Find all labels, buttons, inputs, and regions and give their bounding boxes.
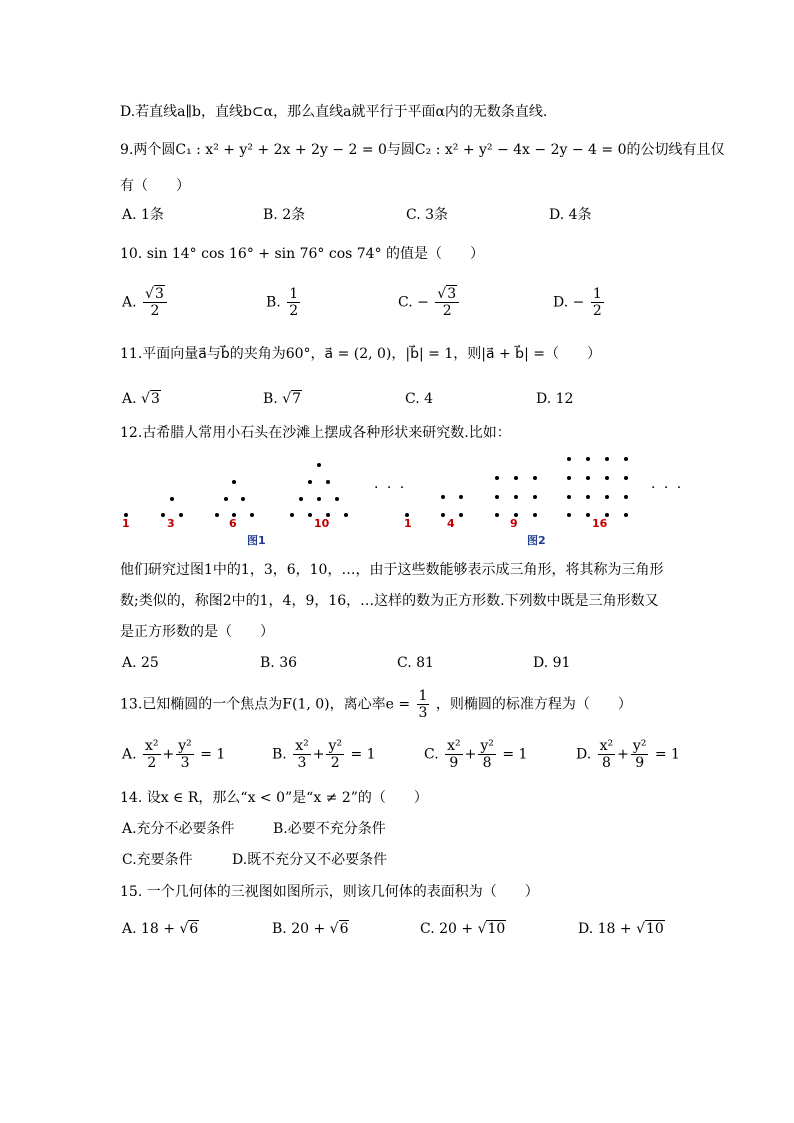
q11-a-prefix: A. bbox=[122, 391, 137, 407]
q14-option-b: B.必要不充分条件 bbox=[273, 821, 386, 837]
dot bbox=[514, 495, 518, 499]
q10-d-num: 1 bbox=[592, 286, 602, 302]
dot bbox=[250, 513, 254, 517]
q11-b-prefix: B. bbox=[263, 391, 278, 407]
q15-d-sqrt: √10 bbox=[636, 921, 664, 937]
fig1-caption: 图1 bbox=[247, 534, 266, 547]
q14-option-c: C.充要条件 bbox=[122, 852, 193, 868]
q9-option-b: B. 2条 bbox=[263, 207, 306, 223]
fig1-label-6: 6 bbox=[229, 517, 237, 530]
q13-c-y-num: y² bbox=[480, 738, 494, 754]
dot bbox=[241, 497, 245, 501]
q10-a-num: √3 bbox=[143, 286, 167, 303]
q15-option-a bbox=[122, 919, 199, 939]
q12-text-3: 是正方形数的是（ ） bbox=[120, 624, 274, 640]
dot bbox=[224, 497, 228, 501]
q13-c-eq: = 1 bbox=[502, 746, 528, 763]
fig2-label-16: 16 bbox=[592, 517, 608, 530]
q10-b-prefix: B. bbox=[266, 294, 281, 311]
fig1-label-10: 10 bbox=[314, 517, 330, 530]
dot bbox=[624, 476, 628, 480]
q13-a-frac-x bbox=[143, 738, 161, 771]
q13-e-num: 1 bbox=[418, 688, 428, 704]
dot bbox=[495, 495, 499, 499]
q13-option-c: C. $\frac{\text{x²}}{9}$ + $\frac{\text{y²}}{8}$ = 1 bbox=[424, 738, 528, 771]
q10-c-den: 2 bbox=[442, 303, 452, 319]
dot bbox=[215, 513, 219, 517]
q13-d-x-den: 8 bbox=[601, 755, 611, 771]
q13-e-frac bbox=[417, 688, 430, 721]
q13-b-frac-x bbox=[293, 738, 311, 771]
q10-a-frac bbox=[143, 286, 167, 319]
q15-d-radicand: 10 bbox=[646, 921, 664, 937]
dot bbox=[605, 476, 609, 480]
q10-c-frac bbox=[435, 286, 459, 319]
q13-option-b: B. $\frac{\text{x²}}{3}$ + $\frac{\text{y²}}{2}$ = 1 bbox=[272, 738, 376, 771]
q15-d-prefix: D. 18 + bbox=[578, 921, 632, 937]
dot bbox=[586, 457, 590, 461]
dot bbox=[459, 513, 463, 517]
dot bbox=[586, 495, 590, 499]
q9-stem: 9.两个圆C₁ : x² + y² + 2x + 2y − 2 = 0与圆C₂ : x² + y² − 4x − 2y − 4 = 0的公切线有且仅 bbox=[120, 142, 725, 158]
dot bbox=[441, 513, 445, 517]
q13-a-frac-y bbox=[176, 738, 194, 771]
q13-option-d: D. $\frac{\text{x²}}{8}$ + $\frac{\text{y²}}{9}$ = 1 bbox=[576, 738, 680, 771]
q13-b-frac-y bbox=[326, 738, 344, 771]
q13-d-frac-y bbox=[631, 738, 649, 771]
q15-option-b bbox=[272, 919, 349, 939]
q10-c-radicand: 3 bbox=[447, 286, 457, 302]
dot bbox=[317, 463, 321, 467]
dot bbox=[624, 495, 628, 499]
q12-stem: 12.古希腊人常用小石头在沙滩上摆成各种形状来研究数.比如： bbox=[120, 425, 511, 441]
q13-b-y-den: 2 bbox=[330, 755, 340, 771]
q15-a-sqrt: √6 bbox=[179, 921, 199, 937]
fig2-label-1: 1 bbox=[404, 517, 412, 530]
fig2-label-4: 4 bbox=[447, 517, 455, 530]
dot bbox=[232, 480, 236, 484]
q9-stem-cont: 有（ ） bbox=[120, 178, 190, 194]
q8-option-d: D.若直线a∥b，直线b⊂α，那么直线a就平行于平面α内的无数条直线. bbox=[120, 104, 548, 120]
dot bbox=[459, 495, 463, 499]
q11-option-c: C. 4 bbox=[405, 391, 434, 407]
dot bbox=[179, 513, 183, 517]
fig1-label-3: 3 bbox=[167, 517, 175, 530]
q15-stem: 15. 一个几何体的三视图如图所示，则该几何体的表面积为（ ） bbox=[120, 884, 539, 900]
dot bbox=[290, 513, 294, 517]
q13-b-x-den: 3 bbox=[297, 755, 307, 771]
dot bbox=[605, 495, 609, 499]
dot bbox=[567, 495, 571, 499]
q13-option-a: A. $\frac{\text{x²}}{2}$ + $\frac{\text{y²}}{3}$ = 1 bbox=[122, 738, 226, 771]
dot bbox=[605, 457, 609, 461]
q13-d-x-num: x² bbox=[599, 738, 614, 754]
dot bbox=[170, 497, 174, 501]
dot bbox=[533, 513, 537, 517]
q11-b-sqrt: √7 bbox=[282, 391, 302, 407]
q10-option-b bbox=[266, 286, 302, 319]
dot bbox=[326, 480, 330, 484]
q15-c-prefix: C. 20 + bbox=[420, 921, 474, 937]
q15-c-radicand: 10 bbox=[487, 921, 506, 937]
dot bbox=[308, 513, 312, 517]
q13-c-x-den: 9 bbox=[449, 755, 459, 771]
q13-a-x-den: 2 bbox=[147, 755, 157, 771]
dot bbox=[335, 497, 339, 501]
q13-d-y-num: y² bbox=[632, 738, 647, 754]
q12-text-1: 他们研究过图1中的1，3，6，10，…，由于这些数能够表示成三角形，将其称为三角形 bbox=[120, 562, 664, 578]
fig1-ellipsis: · · · bbox=[374, 480, 407, 496]
q12-option-d: D. 91 bbox=[533, 655, 571, 671]
fig1-label-1: 1 bbox=[122, 517, 130, 530]
q11-stem: 11.平面向量a⃗与b⃗的夹角为60°，a⃗ = (2, 0)，|b⃗| = 1，则|a⃗ + b⃗| =（ ） bbox=[120, 346, 601, 362]
q13-stem-post: ，则椭圆的标准方程为（ ） bbox=[435, 696, 632, 713]
dot bbox=[567, 457, 571, 461]
dot bbox=[495, 476, 499, 480]
dot bbox=[308, 480, 312, 484]
dot bbox=[317, 497, 321, 501]
q9-option-d: D. 4条 bbox=[549, 207, 592, 223]
q10-b-den: 2 bbox=[289, 303, 299, 319]
dot bbox=[441, 495, 445, 499]
q11-b-radicand: 7 bbox=[292, 391, 302, 407]
q10-d-frac bbox=[591, 286, 604, 319]
dot bbox=[533, 495, 537, 499]
dot bbox=[624, 513, 628, 517]
q10-option-c bbox=[398, 286, 461, 319]
q10-d-prefix: D. − bbox=[553, 294, 585, 311]
dot bbox=[586, 476, 590, 480]
q13-e-den: 3 bbox=[418, 705, 428, 721]
q13-a-y-num: y² bbox=[178, 738, 192, 754]
q13-a-x-num: x² bbox=[145, 738, 159, 754]
q15-a-radicand: 6 bbox=[189, 921, 199, 937]
q14-option-a: A.充分不必要条件 bbox=[122, 821, 235, 837]
dot bbox=[495, 513, 499, 517]
q9-option-a: A. 1条 bbox=[122, 207, 164, 223]
dot bbox=[533, 476, 537, 480]
fig2-caption: 图2 bbox=[527, 534, 546, 547]
q9-option-c: C. 3条 bbox=[406, 207, 449, 223]
q13-d-eq: = 1 bbox=[654, 746, 680, 763]
q10-b-frac bbox=[287, 286, 300, 319]
q13-a-prefix: A. bbox=[122, 746, 137, 763]
fig2-label-9: 9 bbox=[510, 517, 518, 530]
q14-stem: 14. 设x ∈ R，那么“x < 0”是“x ≠ 2”的（ ） bbox=[120, 790, 428, 806]
q14-option-d: D.既不充分又不必要条件 bbox=[232, 852, 388, 868]
q11-a-sqrt: √3 bbox=[141, 391, 160, 407]
q12-text-2: 数;类似的，称图2中的1，4，9，16，…这样的数为正方形数.下列数中既是三角形数又 bbox=[120, 593, 659, 609]
q12-option-a: A. 25 bbox=[122, 655, 159, 671]
q15-a-prefix: A. 18 + bbox=[122, 921, 176, 937]
q10-option-d bbox=[553, 286, 606, 319]
q10-option-a bbox=[122, 286, 169, 319]
q11-a-radicand: 3 bbox=[150, 391, 160, 407]
q13-c-x-num: x² bbox=[447, 738, 461, 754]
q13-stem-pre: 13.已知椭圆的一个焦点为F(1, 0)，离心率e = bbox=[120, 696, 411, 713]
q10-d-den: 2 bbox=[592, 303, 602, 319]
q13-a-y-den: 3 bbox=[180, 755, 190, 771]
q13-b-prefix: B. bbox=[272, 746, 287, 763]
q13-b-x-num: x² bbox=[295, 738, 309, 754]
q13-c-frac-y bbox=[478, 738, 496, 771]
q11-option-a bbox=[122, 389, 161, 409]
q10-a-den: 2 bbox=[150, 303, 160, 319]
q13-c-prefix: C. bbox=[424, 746, 439, 763]
q15-b-radicand: 6 bbox=[339, 921, 349, 937]
q11-option-b bbox=[263, 389, 302, 409]
dot bbox=[567, 476, 571, 480]
q15-option-d bbox=[578, 919, 665, 939]
dot bbox=[514, 476, 518, 480]
dot bbox=[344, 513, 348, 517]
q10-c-prefix: C. − bbox=[398, 294, 429, 311]
q13-c-frac-x bbox=[445, 738, 463, 771]
fig2-ellipsis: · · · bbox=[651, 480, 684, 496]
q12-option-c: C. 81 bbox=[397, 655, 434, 671]
q13-c-y-den: 8 bbox=[482, 755, 492, 771]
dot bbox=[161, 513, 165, 517]
q13-b-y-num: y² bbox=[328, 738, 342, 754]
q13-a-eq: = 1 bbox=[200, 746, 226, 763]
q15-c-sqrt: √10 bbox=[477, 921, 506, 937]
q13-d-prefix: D. bbox=[576, 746, 592, 763]
q13-d-frac-x bbox=[598, 738, 616, 771]
dot bbox=[299, 497, 303, 501]
q10-stem: 10. sin 14° cos 16° + sin 76° cos 74° 的值是（ ） bbox=[120, 246, 485, 262]
q13-stem bbox=[120, 688, 632, 721]
q13-b-eq: = 1 bbox=[350, 746, 376, 763]
dot bbox=[624, 457, 628, 461]
q10-b-num: 1 bbox=[289, 286, 299, 302]
q10-a-radicand: 3 bbox=[154, 286, 164, 302]
q12-option-b: B. 36 bbox=[260, 655, 298, 671]
q15-b-prefix: B. 20 + bbox=[272, 921, 326, 937]
q13-d-y-den: 9 bbox=[635, 755, 645, 771]
dot bbox=[567, 513, 571, 517]
q11-option-d: D. 12 bbox=[536, 391, 574, 407]
q15-b-sqrt: √6 bbox=[329, 921, 349, 937]
dot bbox=[586, 513, 590, 517]
q15-option-c bbox=[420, 919, 506, 939]
q10-c-num: √3 bbox=[435, 286, 459, 303]
q10-a-prefix: A. bbox=[122, 294, 137, 311]
